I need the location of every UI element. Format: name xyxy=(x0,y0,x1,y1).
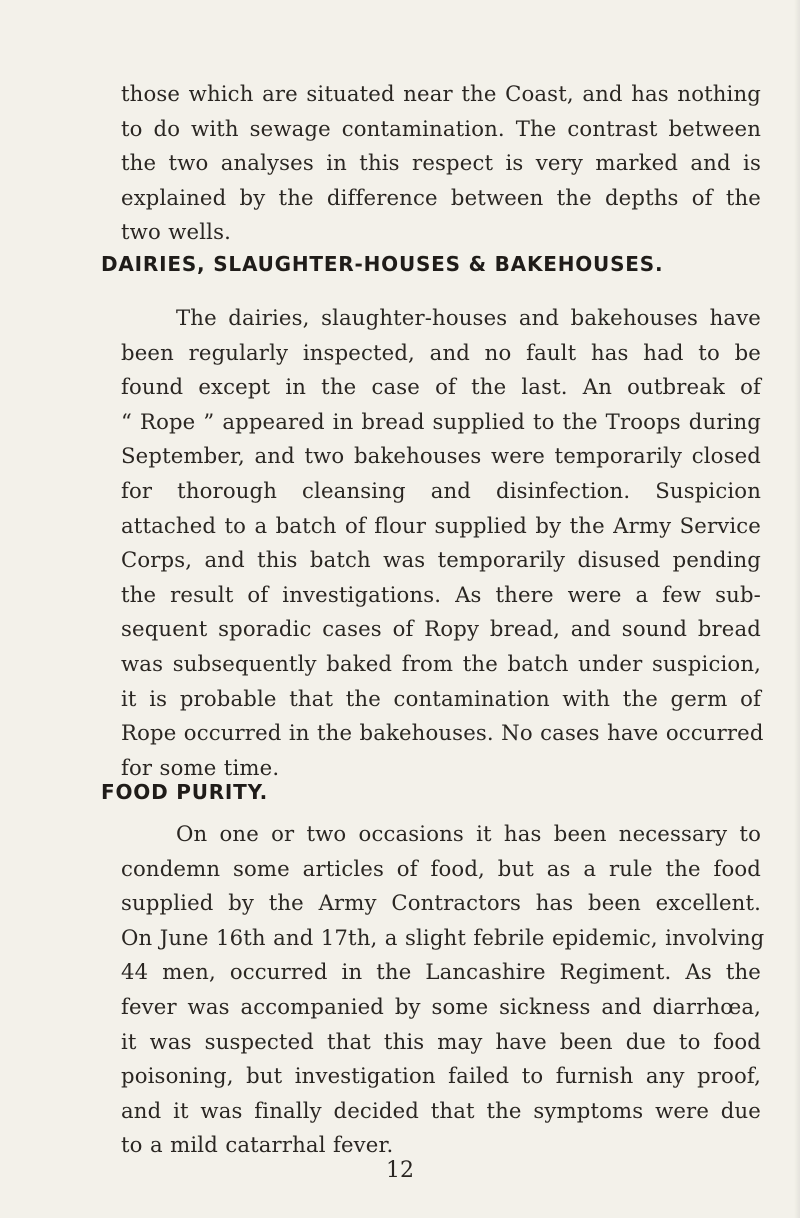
text-line: Corps, and this batch was temporarily disused pending xyxy=(121,547,761,573)
text-line: The dairies, slaughter-houses and bakehouses have xyxy=(176,305,761,330)
text-line: Rope occurred in the bakehouses. No cases have occurred xyxy=(121,720,764,746)
section-heading-food-purity: FOOD PURITY. xyxy=(101,780,268,804)
text-line: condemn some articles of food, but as a rule the food xyxy=(121,855,761,881)
text-line: for some time. xyxy=(121,754,280,780)
text-line: On June 16th and 17th, a slight febrile epidemic, involving xyxy=(121,924,765,950)
paragraph-dairies xyxy=(121,301,764,785)
text-line: “ Rope ” appeared in bread supplied to the Troops during xyxy=(121,408,761,434)
text-line: supplied by the Army Contractors has been excellent. xyxy=(121,890,761,916)
text-line: 44 men, occurred in the Lancashire Regiment. As the xyxy=(121,959,761,985)
text-line: was subsequently baked from the batch under suspicion, xyxy=(121,650,761,676)
text-line: found except in the case of the last. An outbreak of xyxy=(121,374,761,400)
paragraph-well-analyses xyxy=(121,77,761,250)
text-line: it was suspected that this may have been due to food xyxy=(121,1028,761,1054)
text-line: two wells. xyxy=(121,219,231,245)
text-line: fever was accompanied by some sickness and diarrhœa, xyxy=(121,993,761,1019)
text-line: explained by the difference between the depths of the xyxy=(121,184,761,210)
text-line: September, and two bakehouses were temporarily closed xyxy=(121,443,761,469)
text-line: for thorough cleansing and disinfection. Suspicion xyxy=(121,477,761,503)
text-line: and it was finally decided that the symptoms were due xyxy=(121,1097,761,1123)
paragraph-food-purity xyxy=(121,817,765,1163)
text-line: been regularly inspected, and no fault has had to be xyxy=(121,339,761,365)
text-line: attached to a batch of flour supplied by the Army Service xyxy=(121,512,761,538)
text-line: the result of investigations. As there were a few sub- xyxy=(121,581,761,607)
section-heading-dairies: DAIRIES, SLAUGHTER-HOUSES & BAKEHOUSES. xyxy=(101,252,664,276)
page-number: 12 xyxy=(386,1158,414,1183)
text-line: the two analyses in this respect is very marked and is xyxy=(121,150,761,176)
text-line: those which are situated near the Coast, and has nothing xyxy=(121,81,761,106)
text-line: to do with sewage contamination. The contrast between xyxy=(121,115,761,141)
text-line: poisoning, but investigation failed to furnish any proof, xyxy=(121,1063,761,1089)
text-line: On one or two occasions it has been necessary to xyxy=(176,821,761,846)
text-line: it is probable that the contamination with the germ of xyxy=(121,685,761,711)
text-line: to a mild catarrhal fever. xyxy=(121,1132,394,1158)
text-line: sequent sporadic cases of Ropy bread, and sound bread xyxy=(121,616,761,642)
page-edge-shadow xyxy=(794,0,800,1218)
